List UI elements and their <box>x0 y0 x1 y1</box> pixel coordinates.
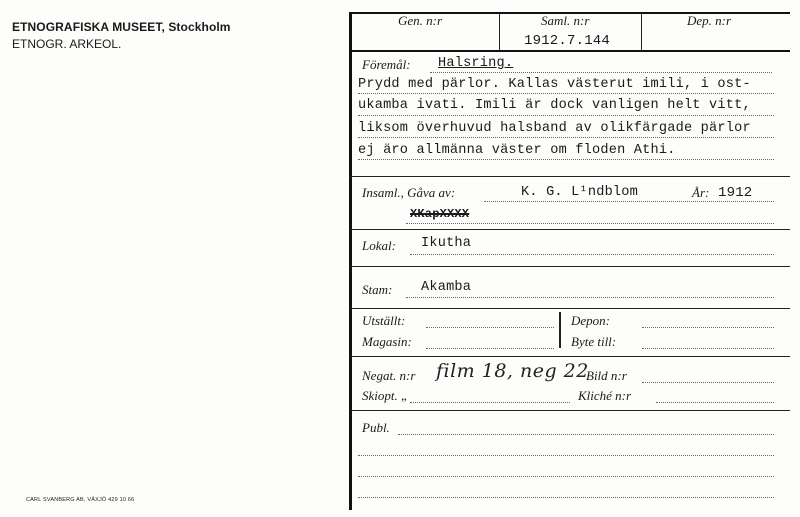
insaml-dotted-line-2 <box>406 223 774 224</box>
stam-dotted-line <box>406 297 774 298</box>
publ-dotted-4 <box>358 497 774 498</box>
magasin-label: Magasin: <box>362 334 412 349</box>
lokal-label: Lokal: <box>362 238 396 253</box>
dep-nr-label: Dep. n:r <box>687 13 732 28</box>
header-bottom-rule <box>350 50 790 52</box>
bild-label: Bild n:r <box>586 368 627 383</box>
museum-department: ETNOGR. ARKEOL. <box>12 37 122 51</box>
ar-label: År: <box>692 185 710 200</box>
insaml-label: Insaml., Gåva av: <box>362 185 456 200</box>
byte-till-label: Byte till: <box>571 334 617 349</box>
foremal-dotted-line <box>430 72 772 73</box>
handwritten-film-note: film 18, neg 22 <box>436 360 589 382</box>
publ-dotted-2 <box>358 455 774 456</box>
ar-value: 1912 <box>718 185 753 201</box>
negat-label: Negat. n:r <box>362 368 416 383</box>
section-rule-2 <box>350 229 790 230</box>
header-divider-1 <box>499 14 500 50</box>
saml-nr-label: Saml. n:r <box>541 13 590 28</box>
bild-dotted <box>642 382 774 383</box>
saml-nr-value: 1912.7.144 <box>524 33 611 49</box>
printer-imprint: CARL SVANBERG AB, VÄXJÖ 429 10 66 <box>26 497 135 503</box>
section-rule-6 <box>350 410 790 411</box>
header-divider-2 <box>641 14 642 50</box>
skiopt-dotted <box>410 402 570 403</box>
gen-nr-label: Gen. n:r <box>398 13 443 28</box>
skiopt-label: Skiopt. „ <box>362 388 409 403</box>
kliche-label: Kliché n:r <box>578 388 632 403</box>
section-rule-3 <box>350 266 790 267</box>
depon-dotted <box>642 327 774 328</box>
description-line-1: Prydd med pärlor. Kallas västerut imili, i ost- <box>358 77 751 92</box>
description-line-3: liksom överhuvud halsband av olikfärgade pärlor <box>358 121 751 136</box>
lokal-dotted-line <box>410 254 774 255</box>
foremal-label: Föremål: <box>362 57 411 72</box>
description-dotted-1 <box>358 93 774 94</box>
depon-label: Depon: <box>571 313 610 328</box>
description-line-2: ukamba ivati. Imili är dock vanligen helt vitt, <box>358 98 751 113</box>
publ-dotted-3 <box>358 476 774 477</box>
utstallt-dotted <box>426 327 554 328</box>
utstallt-label: Utställt: <box>362 313 406 328</box>
stam-value: Akamba <box>421 280 472 295</box>
section-rule-4 <box>350 308 790 309</box>
byte-dotted <box>642 348 774 349</box>
description-dotted-2 <box>358 115 774 116</box>
description-line-4: ej äro allmänna väster om floden Athi. <box>358 143 676 158</box>
insaml-value: K. G. L¹ndblom <box>521 185 639 200</box>
card-left-rule <box>349 12 352 510</box>
description-dotted-4 <box>358 159 774 160</box>
stam-label: Stam: <box>362 282 393 297</box>
kliche-dotted <box>656 402 774 403</box>
description-dotted-3 <box>358 137 774 138</box>
publ-dotted-1 <box>398 434 774 435</box>
lokal-value: Ikutha <box>421 236 472 251</box>
section-rule-1 <box>350 176 790 177</box>
insaml-dotted-line <box>484 201 774 202</box>
publ-label: Publ. <box>362 420 390 435</box>
storage-divider <box>559 312 561 348</box>
magasin-dotted <box>426 348 554 349</box>
foremal-value: Halsring. <box>438 56 514 71</box>
struck-text: XKapXXXX <box>410 207 470 221</box>
section-rule-5 <box>350 356 790 357</box>
museum-name: ETNOGRAFISKA MUSEET, Stockholm <box>12 20 231 34</box>
